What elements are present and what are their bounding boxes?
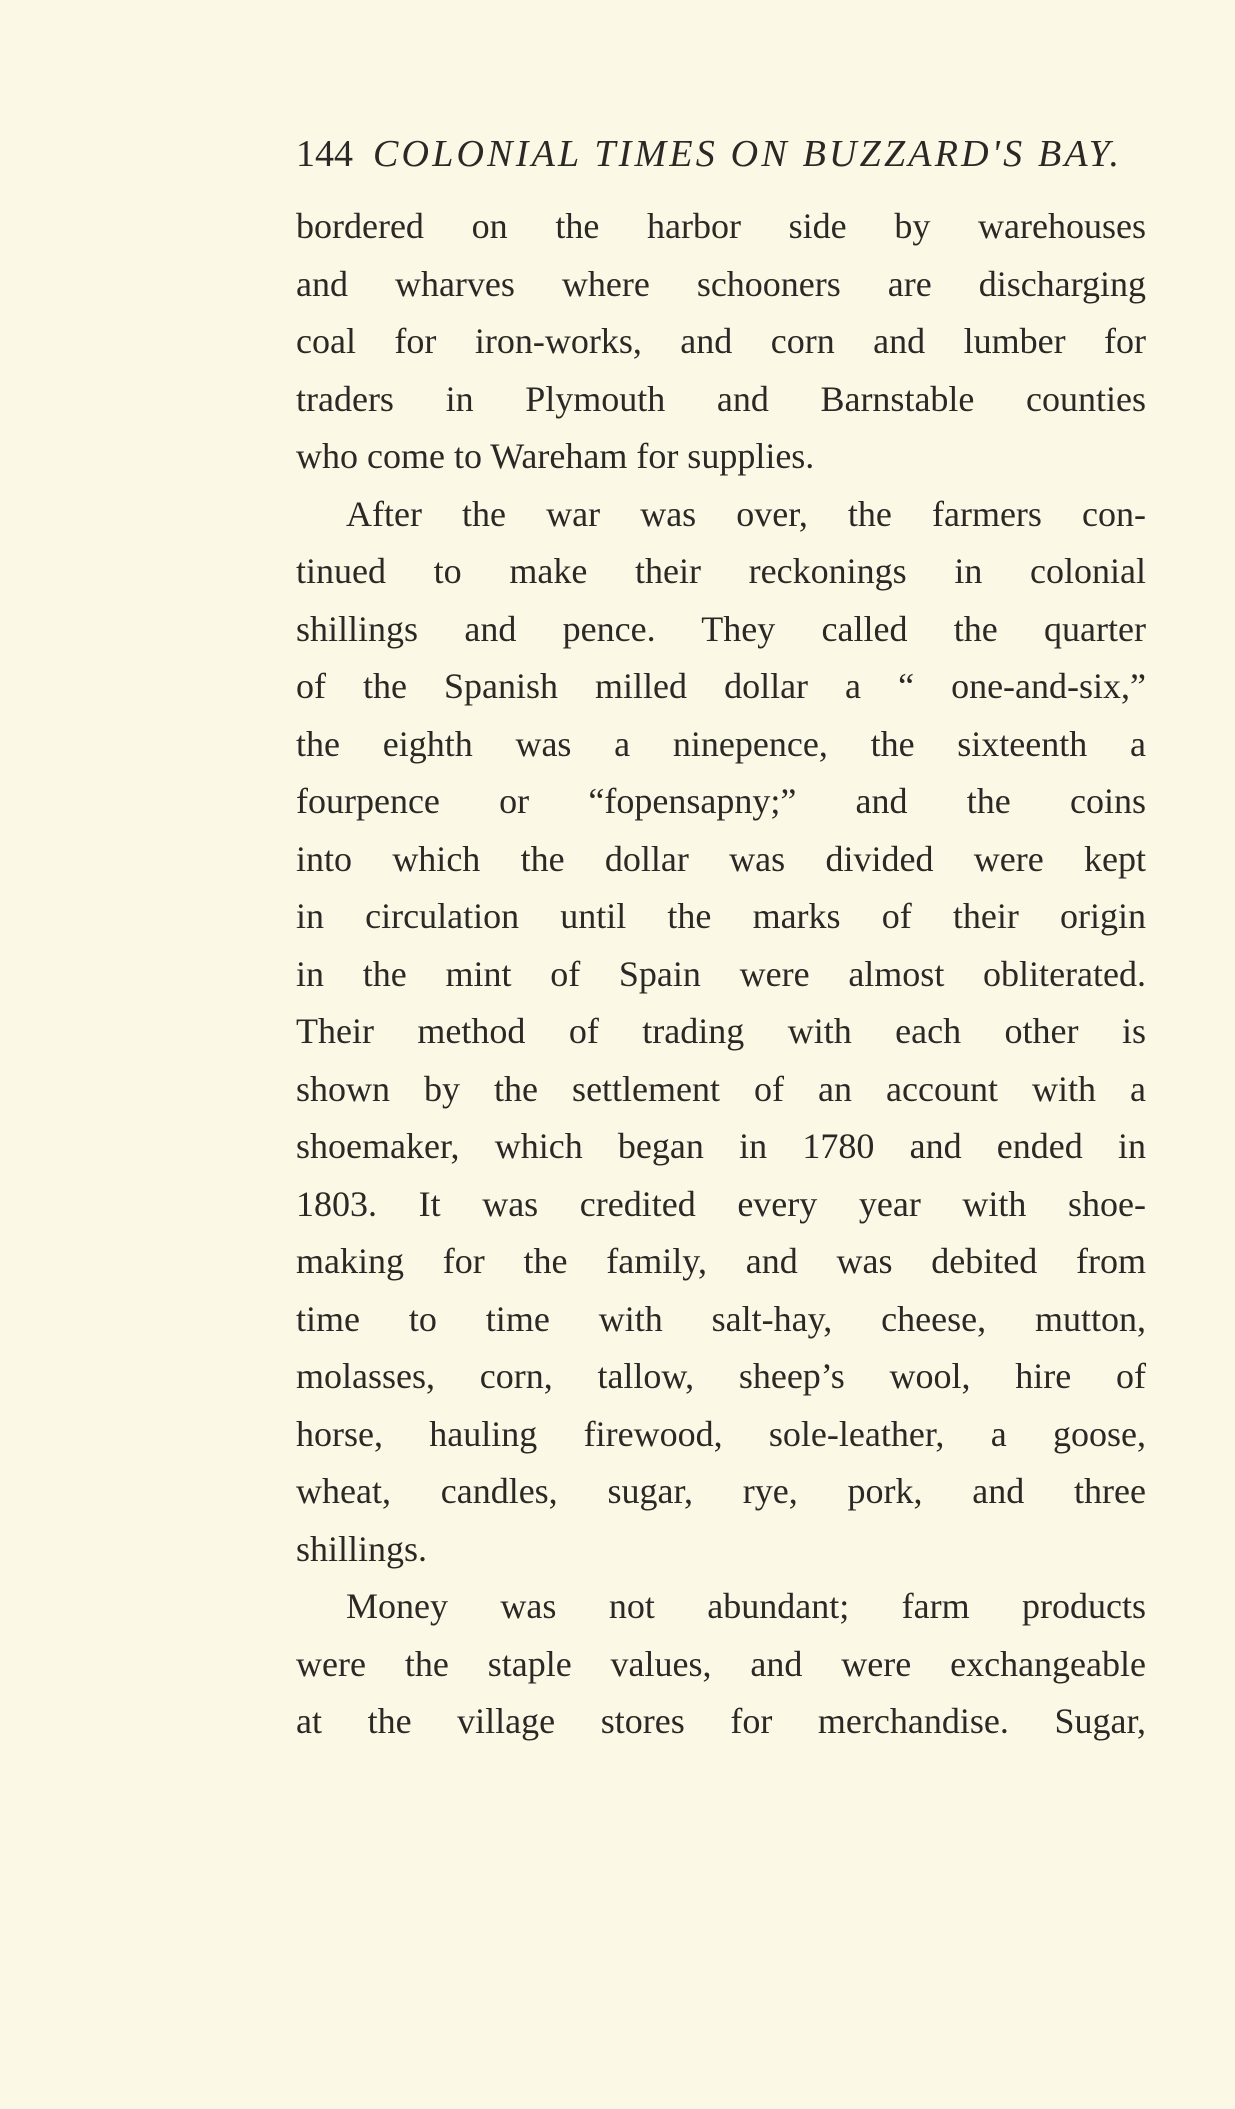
text-line: shown by the settlement of an account with a <box>296 1068 1146 1109</box>
running-title: COLONIAL TIMES ON BUZZARD'S BAY. <box>373 133 1123 175</box>
body-text <box>296 198 1146 1751</box>
text-line: in circulation until the marks of their origin <box>296 896 1146 936</box>
text-line: of the Spanish milled dollar a “ one-and-six,” <box>296 666 1146 706</box>
text-line: shillings. <box>296 1528 428 1569</box>
text-line: bordered on the harbor side by warehouses <box>296 206 1146 246</box>
text-line: at the village stores for merchandise. Sugar, <box>296 1701 1146 1741</box>
text-line: Money was not abundant; farm products <box>346 1586 1146 1626</box>
text-line: time to time with salt-hay, cheese, mutton, <box>296 1298 1146 1339</box>
text-line: into which the dollar was divided were kept <box>296 838 1146 879</box>
text-line: coal for iron-works, and corn and lumber for <box>296 321 1146 361</box>
text-line: 1803. It was credited every year with shoe- <box>296 1183 1146 1224</box>
text-line: shoemaker, which began in 1780 and ended in <box>296 1126 1146 1166</box>
text-line: in the mint of Spain were almost obliterated. <box>296 953 1146 994</box>
text-line: shillings and pence. They called the quarter <box>296 608 1146 649</box>
text-line: and wharves where schooners are discharging <box>296 263 1146 304</box>
text-line: tinued to make their reckonings in colonial <box>296 551 1146 591</box>
text-line: Their method of trading with each other is <box>296 1011 1146 1051</box>
text-line: horse, hauling firewood, sole-leather, a goose, <box>296 1413 1146 1454</box>
text-line: molasses, corn, tallow, sheep’s wool, hire of <box>296 1356 1146 1396</box>
text-line: wheat, candles, sugar, rye, pork, and three <box>296 1471 1146 1511</box>
text-line: the eighth was a ninepence, the sixteenth a <box>296 723 1146 764</box>
text-line: who come to Wareham for supplies. <box>296 436 815 476</box>
text-line: fourpence or “fopensapny;” and the coins <box>296 781 1146 821</box>
text-line: making for the family, and was debited from <box>296 1241 1146 1281</box>
running-head <box>296 126 1156 182</box>
text-line: traders in Plymouth and Barnstable counties <box>296 378 1146 419</box>
text-line: were the staple values, and were exchangeable <box>296 1643 1146 1684</box>
page-number: 144 <box>296 133 353 175</box>
text-line: After the war was over, the farmers con- <box>346 493 1146 534</box>
